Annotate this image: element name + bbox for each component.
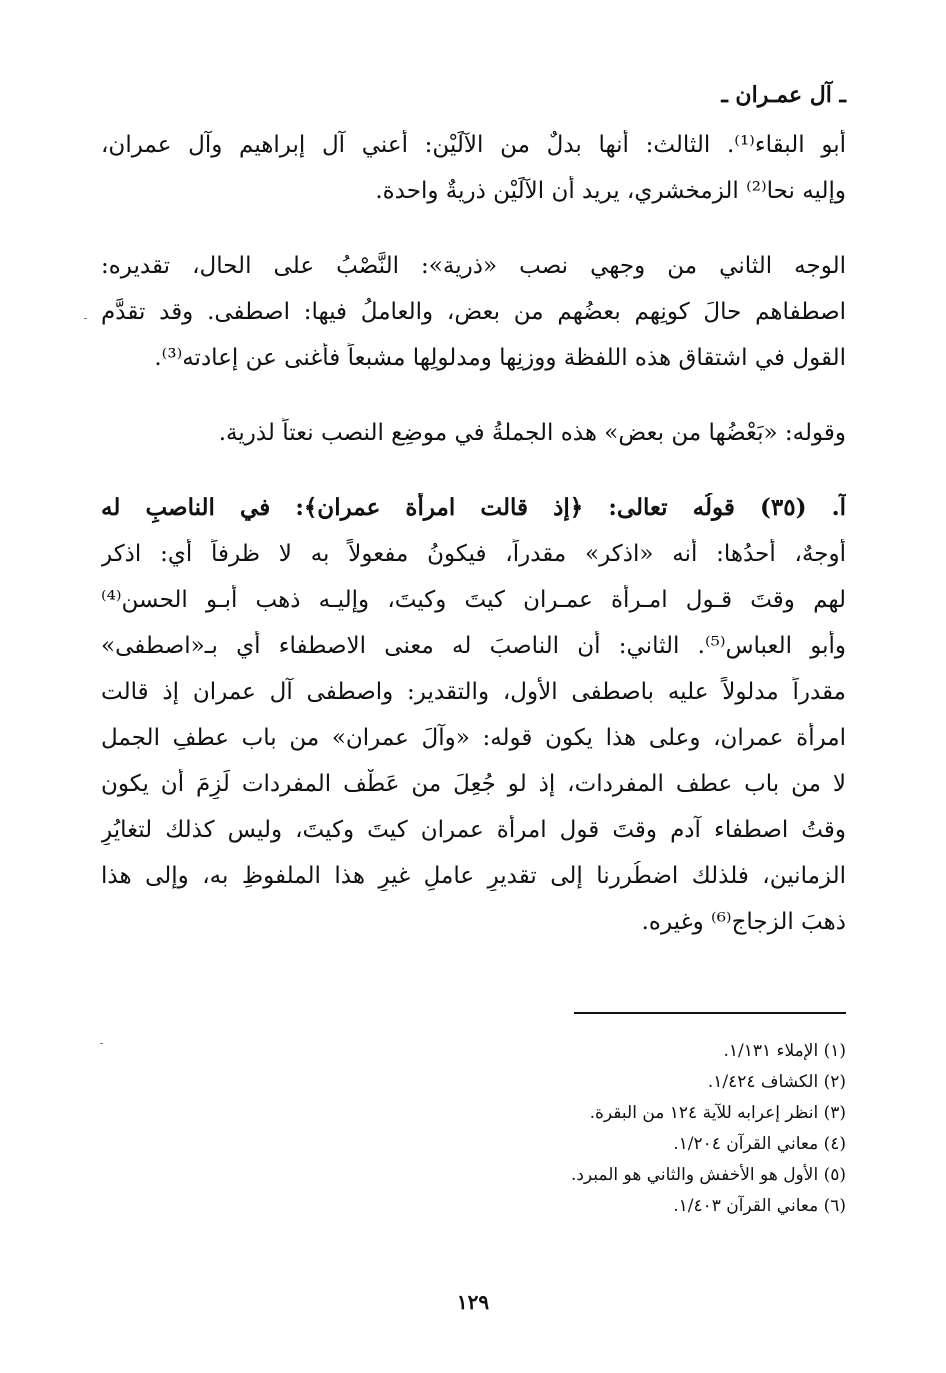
- footnote-separator: [574, 1012, 846, 1014]
- footnote: (٤) معاني القرآن ١/٢٠٤.: [673, 1134, 846, 1154]
- page-number: ١٢٩: [456, 1290, 490, 1314]
- footnote: (٦) معاني القرآن ١/٤٠٣.: [673, 1196, 846, 1216]
- body-line: لا من باب عطف المفردات، إذ لو جُعِلَ من عَطْف المفردات لَزِمَ أن يكون: [101, 771, 846, 797]
- body-line: أوجهٌ، أحدُها: أنه «اذكر» مقدراً، فيكونُ مفعولاً به لا ظرفاً أي: اذكر: [101, 541, 846, 567]
- body-line: القول في اشتقاق هذه اللفظة ووزنِها ومدلولِها مشبعاً فأغنى عن إعادته⁽³⁾.: [154, 345, 846, 371]
- body-line: أبو البقاء⁽¹⁾. الثالث: أنها بدلٌ من الآلَيْن: أعني آل إبراهيم وآل عمران،: [101, 132, 846, 158]
- footnote: (٥) الأول هو الأخفش والثاني هو المبرد.: [570, 1165, 846, 1185]
- scan-speck: [84, 318, 87, 319]
- running-header: ـ آل عمـران ـ: [721, 82, 846, 108]
- body-line: الوجه الثاني من وجهي نصب «ذرية»: النَّصْبُ على الحال، تقديره:: [101, 253, 846, 279]
- footnote: (٣) انظر إعرابه للآية ١٢٤ من البقرة.: [589, 1103, 846, 1123]
- body-line: ذهبَ الزجاج⁽⁶⁾ وغيره.: [641, 909, 846, 935]
- body-line: لهم وقتَ قـول امـرأة عمـران كيتَ وكيتَ، وإليـه ذهب أبـو الحسن⁽⁴⁾: [101, 587, 846, 613]
- body-line: وأبو العباس⁽⁵⁾. الثاني: أن الناصبَ له معنى الاصطفاء أي بـ«اصطفى»: [101, 633, 846, 659]
- body-line: امرأة عمران، وعلى هذا يكون قوله: «وآلَ عمران» من باب عطفِ الجمل: [101, 725, 846, 751]
- body-line: الزمانين، فلذلك اضطُررنا إلى تقديرِ عاملٍ غيرِ هذا الملفوظِ به، وإلى هذا: [101, 863, 846, 889]
- body-line: مقدراً مدلولاً عليه باصطفى الأول، والتقدير: واصطفى آل عمران إذ قالت: [101, 679, 846, 705]
- verse-heading-line: آ. (٣٥) قولُه تعالى: ﴿إذ قالت امرأة عمران﴾: في الناصبِ له: [101, 494, 846, 521]
- body-line: وقوله: «بَعْضُها من بعض» هذه الجملةُ في موضِع النصب نعتاً لذرية.: [218, 420, 846, 446]
- body-line: وقتُ اصطفاء آدم وقتَ قول امرأة عمران كيتَ وكيتَ، وليس كذلك لتغايُرِ: [101, 817, 846, 843]
- body-line: وإليه نحا⁽²⁾ الزمخشري، يريد أن الآلَيْن ذريةٌ واحدة.: [375, 178, 846, 204]
- footnote: (١) الإملاء ١/١٣١.: [723, 1041, 846, 1061]
- footnote: (٢) الكشاف ١/٤٢٤.: [707, 1072, 846, 1092]
- body-line: اصطفاهم حالَ كونِهم بعضُهم من بعض، والعاملُ فيها: اصطفى. وقد تقدَّم: [101, 299, 846, 325]
- scan-speck: [100, 1043, 103, 1044]
